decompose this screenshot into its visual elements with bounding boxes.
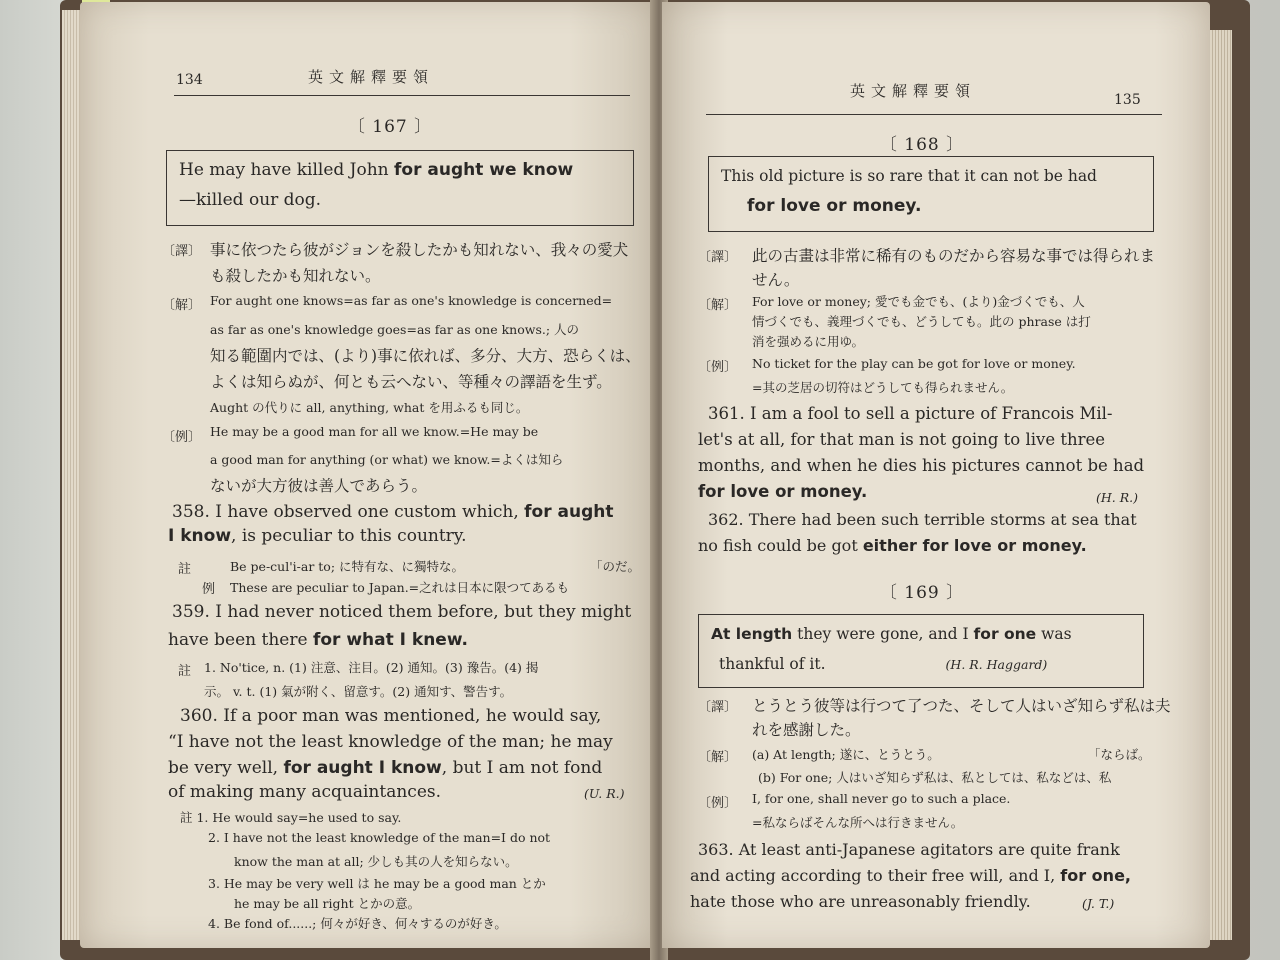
text-line: (b) For one; 人はいざ知らず私は、私としては、私などは、私 xyxy=(758,770,1112,785)
box-line-2 xyxy=(711,649,1131,680)
ex-bold: I know xyxy=(168,526,232,546)
box-bold-phrase: At length xyxy=(711,625,793,643)
box-line-1: This old picture is so rare that it can not be had xyxy=(721,167,1097,185)
example-361-line-2: let's at all, for that man is not going to live three xyxy=(698,430,1106,449)
left-running-head: 英文解釋要領 xyxy=(308,68,435,86)
example-362-line-2 xyxy=(698,536,1087,555)
box-bold-phrase: for love or money. xyxy=(747,196,922,216)
example-361-bold: for love or money. xyxy=(698,482,868,501)
right-page-number: 135 xyxy=(1114,92,1141,108)
note-tag: 註 xyxy=(178,664,192,679)
box-text: He may have killed John xyxy=(179,160,395,180)
ex-text: and acting according to their free will, and I, xyxy=(690,866,1061,885)
example-360-line-2: “I have not the least knowledge of the man; he may xyxy=(168,732,613,752)
right-key-phrase-box-169 xyxy=(698,614,1144,688)
box-line-1 xyxy=(179,155,621,185)
ex-text: no fish could be got xyxy=(698,536,863,555)
box-bold-phrase: for one xyxy=(973,625,1037,643)
explanation-tag: 〔解〕 xyxy=(162,298,202,313)
ex-text: , but I am not fond xyxy=(441,758,603,778)
note-tag: 註 xyxy=(178,562,192,577)
ex-text: be very well, xyxy=(168,758,284,778)
text-line: No ticket for the play can be got for love or money. xyxy=(752,356,1076,371)
note-line-end: 「のだ。 xyxy=(590,559,641,574)
example-tag-small: 例 xyxy=(202,582,216,597)
text-line: =私ならばそんな所へは行きません。 xyxy=(752,815,964,830)
right-section-169: 〔 169 〕 xyxy=(879,583,965,603)
box-line-2 xyxy=(179,185,621,215)
example-363-line-2 xyxy=(690,866,1131,885)
text-line: as far as one's knowledge goes=as far as one knows.; 人の xyxy=(210,322,580,337)
left-page-number: 134 xyxy=(176,72,203,88)
example-tag: 〔例〕 xyxy=(698,360,738,375)
text-line: ないが大方彼は善人であらう。 xyxy=(210,477,428,495)
text-line: 消を强めるに用ゆ。 xyxy=(752,334,865,349)
ex-bold: for aught xyxy=(524,502,614,522)
text-line: 情づくでも、義理づくでも、どうしても。此の phrase は打 xyxy=(752,314,1091,329)
text-line: 事に依つたら彼がジョンを殺したかも知れない、我々の愛犬 xyxy=(210,241,629,259)
right-running-head: 英文解釋要領 xyxy=(850,82,977,100)
example-tag: 〔例〕 xyxy=(698,796,738,811)
left-key-phrase-box xyxy=(166,150,634,226)
example-358-line-1 xyxy=(172,502,614,522)
example-363-line-3: hate those who are unreasonably friendly. xyxy=(690,892,1031,911)
ex-bold: for one, xyxy=(1060,866,1131,885)
translation-tag: 〔譯〕 xyxy=(698,700,738,715)
right-header-rule xyxy=(706,114,1162,115)
text-line: 知る範圍内では、(より)事に依れば、多分、大方、恐らくは、 xyxy=(210,347,641,365)
translation-tag: 〔譯〕 xyxy=(162,244,202,259)
box-bold-phrase: for aught we know xyxy=(394,160,574,180)
note-line: he may be all right とかの意。 xyxy=(234,896,421,911)
note-line: 註 1. He would say=he used to say. xyxy=(180,810,402,825)
note-line: 2. I have not the least knowledge of the man=I do not xyxy=(208,830,551,845)
example-360-line-3 xyxy=(168,758,602,778)
translation-tag: 〔譯〕 xyxy=(698,250,738,265)
text-line: He may be a good man for all we know.=He may be xyxy=(210,424,539,439)
text-line: よくは知らぬが、何とも云へない、等種々の譯語を生ず。 xyxy=(210,373,612,391)
example-363-line-1: 363. At least anti-Japanese agitators are quite frank xyxy=(698,840,1120,859)
example-360-line-1: 360. If a poor man was mentioned, he would say, xyxy=(180,706,602,726)
note-line: 4. Be fond of......; 何々が好き、何々するのが好き。 xyxy=(208,916,507,931)
note-line: Be pe-cul'i-ar to; に特有な、に獨特な。 xyxy=(230,559,465,574)
explanation-tag: 〔解〕 xyxy=(698,298,738,313)
right-page xyxy=(662,2,1210,948)
text-line: (a) At length; 遂に、とうとう。 xyxy=(752,747,940,762)
ex-bold: for what I knew. xyxy=(312,630,468,650)
explanation-tag: 〔解〕 xyxy=(698,750,738,765)
left-section-167: 〔 167 〕 xyxy=(347,117,433,137)
note-line: 示。 v. t. (1) 氣が附く、留意す。(2) 通知す、警告す。 xyxy=(204,684,513,699)
example-360-line-4: of making many acquaintances. xyxy=(168,782,442,802)
example-359-line-1: 359. I had never noticed them before, but they might xyxy=(172,602,632,622)
box-text: was xyxy=(1036,625,1072,643)
page-edges-right xyxy=(1210,30,1232,940)
box-text: thankful of it. xyxy=(719,655,826,673)
example-362-line-1: 362. There had been such terrible storms at sea that xyxy=(708,510,1137,529)
text-line: For love or money; 愛でも金でも、(より)金づくでも、人 xyxy=(752,294,1085,309)
source-citation: (J. T.) xyxy=(1082,896,1115,911)
left-header-rule xyxy=(174,95,630,96)
box-text: —killed our dog. xyxy=(179,190,322,210)
source-citation: (H. R. Haggard) xyxy=(945,657,1048,672)
text-line: 此の古畫は非常に稀有のものだから容易な事では得られま xyxy=(752,247,1156,265)
note-line: 1. No'tice, n. (1) 注意、注目。(2) 通知。(3) 豫告。(4) 揭 xyxy=(204,660,539,675)
note-line: know the man at all; 少しも其の人を知らない。 xyxy=(234,854,518,869)
ex-text: , is peculiar to this country. xyxy=(231,526,467,546)
ex-bold: either for love or money. xyxy=(862,536,1087,555)
note-line: These are peculiar to Japan.=之れは日本に限つてあるも xyxy=(230,580,570,595)
note-line: 3. He may be very well は he may be a good man とか xyxy=(208,876,546,891)
text-line: =其の芝居の切符はどうしても得られません。 xyxy=(752,380,1014,395)
example-tag: 〔例〕 xyxy=(162,430,202,445)
box-text: they were gone, and I xyxy=(792,625,974,643)
text-line-end: 「ならば。 xyxy=(1088,747,1151,762)
text-line: a good man for anything (or what) we know.=よくは知ら xyxy=(210,452,564,467)
right-key-phrase-box-168 xyxy=(708,156,1154,232)
ex-text: have been there xyxy=(168,630,313,650)
left-page xyxy=(80,2,656,948)
source-citation: (H. R.) xyxy=(1096,490,1138,505)
example-358-line-2 xyxy=(168,526,467,546)
text-line: も殺したかも知れない。 xyxy=(210,267,381,285)
text-line: I, for one, shall never go to such a place. xyxy=(752,791,1011,806)
text-line: せん。 xyxy=(752,271,800,289)
example-361-line-3: months, and when he dies his pictures cannot be had xyxy=(698,456,1145,475)
box-line-1 xyxy=(711,619,1131,649)
example-361-line-1: 361. I am a fool to sell a picture of Francois Mil- xyxy=(708,404,1113,423)
text-line: とうとう彼等は行つて了つた、そして人はいざ知らず私は夫 xyxy=(752,697,1171,715)
right-section-168: 〔 168 〕 xyxy=(879,135,965,155)
ex-text: 358. I have observed one custom which, xyxy=(172,502,525,522)
text-line: れを感謝した。 xyxy=(752,721,861,739)
text-line: Aught の代りに all, anything, what を用ふるも同じ。 xyxy=(210,400,529,415)
source-citation: (U. R.) xyxy=(584,786,625,801)
text-line: For aught one knows=as far as one's knowledge is concerned= xyxy=(210,293,613,308)
example-359-line-2 xyxy=(168,630,468,650)
ex-bold: for aught I know xyxy=(283,758,442,778)
